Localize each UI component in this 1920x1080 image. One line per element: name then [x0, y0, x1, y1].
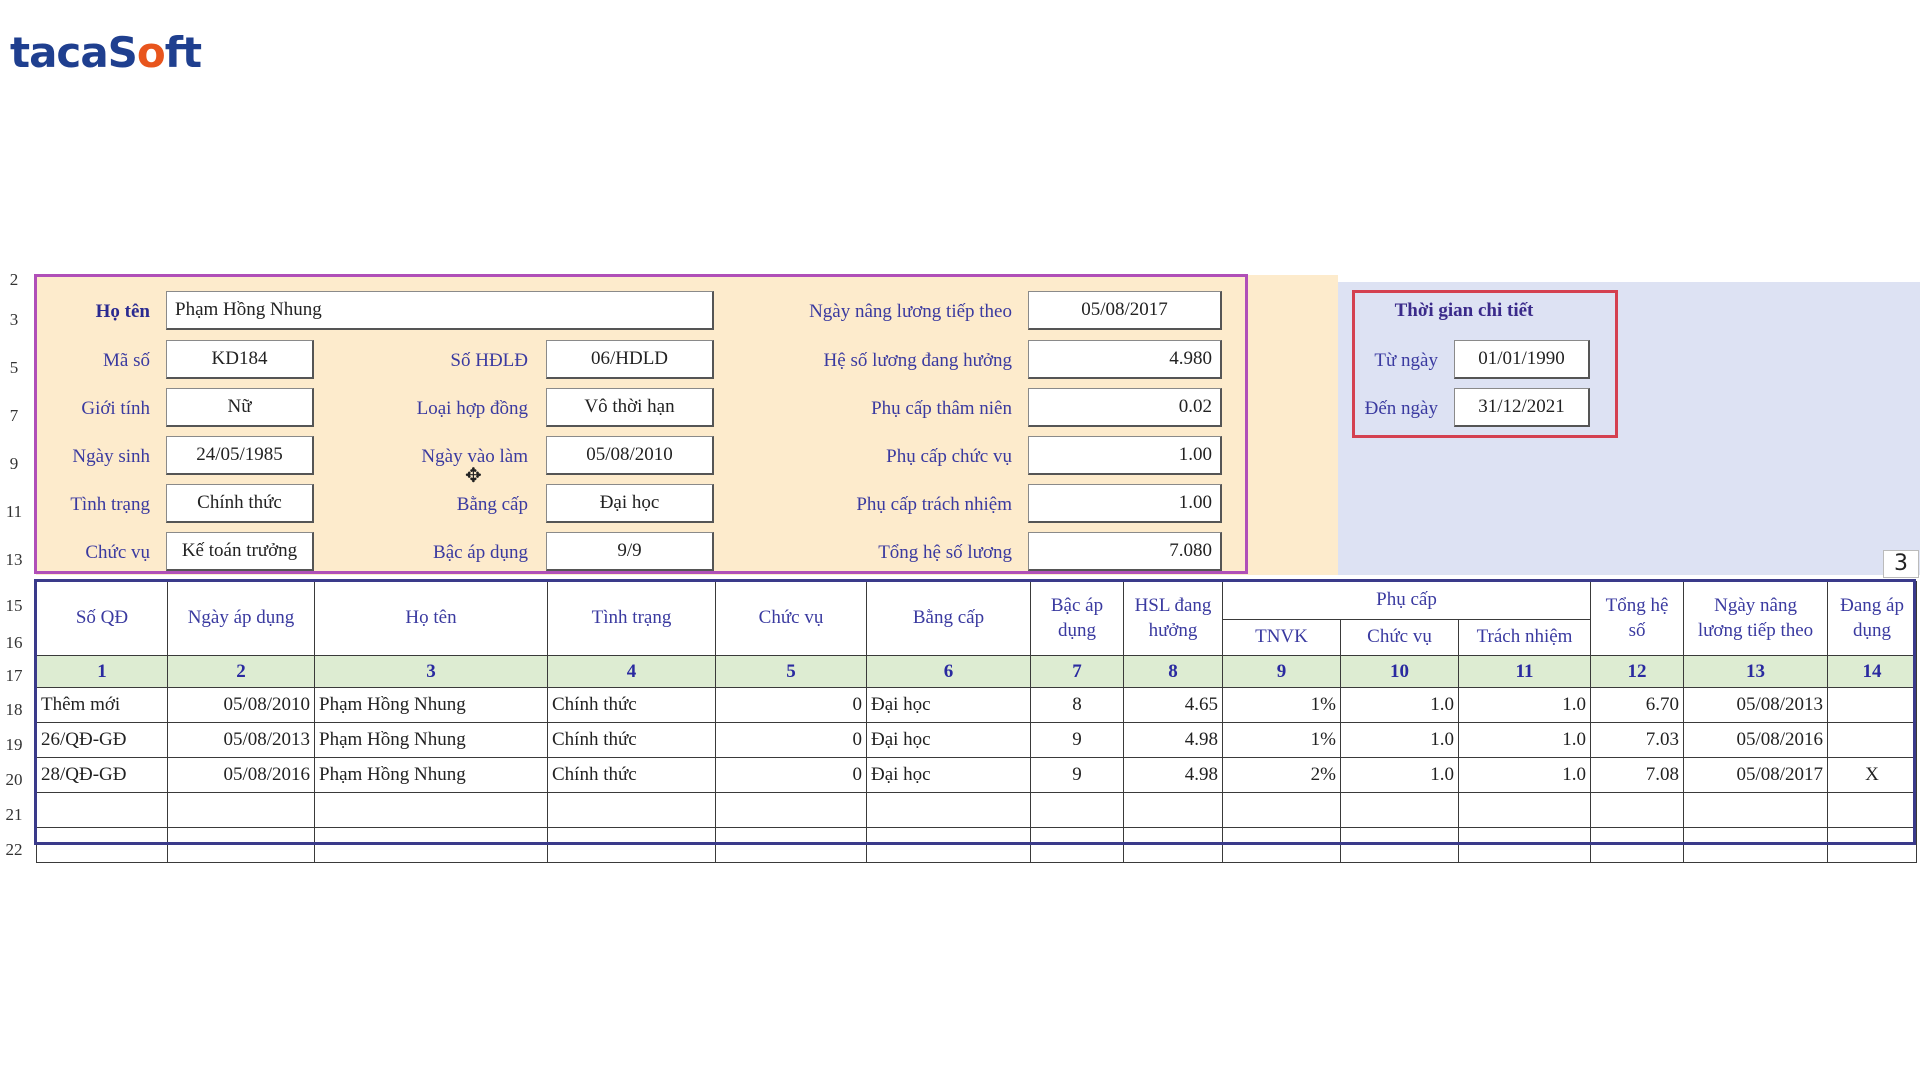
table-cell[interactable]: Phạm Hồng Nhung: [315, 723, 548, 758]
table-cell[interactable]: [1459, 793, 1591, 828]
column-index[interactable]: 14: [1828, 656, 1917, 688]
table-cell[interactable]: 9: [1031, 758, 1124, 793]
table-cell[interactable]: 28/QĐ-GĐ: [37, 758, 168, 793]
so-hdld-label: Số HĐLĐ: [450, 350, 528, 371]
table-cell[interactable]: [1828, 688, 1917, 723]
phu-cap-tham-nien-field[interactable]: 0.02: [1028, 388, 1222, 427]
chuc-vu-field[interactable]: Kế toán trưởng: [166, 532, 314, 571]
table-cell[interactable]: [168, 793, 315, 828]
table-cell[interactable]: [716, 828, 867, 863]
ma-so-label: Mã số: [103, 350, 150, 371]
row-number[interactable]: 9: [9, 454, 19, 473]
table-cell[interactable]: 05/08/2016: [168, 758, 315, 793]
table-cell[interactable]: [1031, 828, 1124, 863]
table-cell[interactable]: 8: [1031, 688, 1124, 723]
table-row: [37, 793, 1917, 828]
header-so-qd: Số QĐ: [37, 582, 168, 656]
table-cell[interactable]: [548, 828, 716, 863]
table-cell[interactable]: 1%: [1223, 723, 1341, 758]
header-chuc-vu: Chức vụ: [716, 582, 867, 656]
he-so-luong-field[interactable]: 4.980: [1028, 340, 1222, 379]
table-cell[interactable]: [867, 793, 1031, 828]
table-cell[interactable]: 1.0: [1459, 723, 1591, 758]
table-cell[interactable]: 4.98: [1124, 758, 1223, 793]
table-cell[interactable]: 0: [716, 758, 867, 793]
column-index[interactable]: 3: [315, 656, 548, 688]
header-bac-ap-dung: Bậc áp dụng: [1031, 582, 1124, 656]
table-cell[interactable]: 05/08/2010: [168, 688, 315, 723]
table-cell[interactable]: 2%: [1223, 758, 1341, 793]
loai-hop-dong-label: Loại hợp đồng: [416, 398, 528, 419]
tinh-trang-label: Tình trạng: [70, 494, 150, 515]
bang-cap-field[interactable]: Đại học: [546, 484, 714, 523]
gioi-tinh-field[interactable]: Nữ: [166, 388, 314, 427]
den-ngay-field[interactable]: 31/12/2021: [1454, 388, 1590, 427]
row-number[interactable]: 13: [5, 550, 23, 569]
salary-history-table: [36, 581, 1917, 863]
row-number[interactable]: 7: [9, 406, 19, 425]
bac-ap-dung-field[interactable]: 9/9: [546, 532, 714, 571]
row-number[interactable]: 2: [9, 270, 19, 289]
header-ngay-ap-dung: Ngày áp dụng: [168, 582, 315, 656]
table-cell[interactable]: [1459, 828, 1591, 863]
table-cell[interactable]: [548, 793, 716, 828]
ngay-vao-lam-field[interactable]: 05/08/2010: [546, 436, 714, 475]
tu-ngay-field[interactable]: 01/01/1990: [1454, 340, 1590, 379]
table-cell[interactable]: 1.0: [1341, 758, 1459, 793]
table-cell[interactable]: [37, 828, 168, 863]
table-cell[interactable]: 4.98: [1124, 723, 1223, 758]
table-cell[interactable]: Chính thức: [548, 758, 716, 793]
row-number[interactable]: 20: [5, 770, 23, 789]
table-cell[interactable]: [1124, 828, 1223, 863]
table-cell[interactable]: [1828, 828, 1917, 863]
row-number[interactable]: 21: [5, 805, 23, 824]
row-number[interactable]: 17: [5, 666, 23, 685]
table-cell[interactable]: Chính thức: [548, 723, 716, 758]
ngay-sinh-field[interactable]: 24/05/1985: [166, 436, 314, 475]
phu-cap-trach-nhiem-field[interactable]: 1.00: [1028, 484, 1222, 523]
row-number[interactable]: 22: [5, 840, 23, 859]
ma-so-field[interactable]: KD184: [166, 340, 314, 379]
table-cell[interactable]: [1341, 793, 1459, 828]
chuc-vu-label: Chức vụ: [85, 542, 150, 563]
table-cell[interactable]: [1223, 793, 1341, 828]
phu-cap-chuc-vu-label: Phụ cấp chức vụ: [886, 446, 1012, 467]
table-cell[interactable]: 1.0: [1341, 723, 1459, 758]
table-cell[interactable]: [315, 828, 548, 863]
table-cell[interactable]: [867, 828, 1031, 863]
bac-ap-dung-label: Bậc áp dụng: [433, 542, 528, 563]
table-cell[interactable]: 1.0: [1459, 758, 1591, 793]
table-cell[interactable]: 05/08/2013: [1684, 688, 1828, 723]
row-number[interactable]: 19: [5, 735, 23, 754]
he-so-luong-label: Hệ số lương đang hưởng: [823, 350, 1012, 371]
column-index[interactable]: 11: [1459, 656, 1591, 688]
column-index[interactable]: 8: [1124, 656, 1223, 688]
header-ho-ten: Họ tên: [315, 582, 548, 656]
table-row: [37, 688, 1917, 723]
row-number[interactable]: 15: [5, 596, 23, 615]
table-cell[interactable]: 1.0: [1459, 688, 1591, 723]
row-number[interactable]: 5: [9, 358, 19, 377]
tacasoft-logo: tacaSoft: [10, 28, 202, 77]
table-row: [37, 723, 1917, 758]
table-cell[interactable]: 7.08: [1591, 758, 1684, 793]
table-cell[interactable]: 26/QĐ-GĐ: [37, 723, 168, 758]
table-cell[interactable]: 4.65: [1124, 688, 1223, 723]
header-tinh-trang: Tình trạng: [548, 582, 716, 656]
table-cell[interactable]: [1591, 828, 1684, 863]
phu-cap-chuc-vu-field[interactable]: 1.00: [1028, 436, 1222, 475]
ngay-nang-luong-field[interactable]: 05/08/2017: [1028, 291, 1222, 330]
tong-he-so-label: Tổng hệ số lương: [878, 542, 1012, 563]
table-cell[interactable]: [315, 793, 548, 828]
ngay-nang-luong-label: Ngày nâng lương tiếp theo: [809, 301, 1012, 322]
ho-ten-field[interactable]: Phạm Hồng Nhung: [166, 291, 714, 330]
ho-ten-label: Họ tên: [95, 301, 150, 322]
table-row: [37, 758, 1917, 793]
table-cell[interactable]: [1828, 793, 1917, 828]
table-cell[interactable]: Đại học: [867, 723, 1031, 758]
header-dang-ap-dung: Đang áp dụng: [1828, 582, 1917, 656]
table-cell[interactable]: [1684, 828, 1828, 863]
table-cell[interactable]: [37, 793, 168, 828]
table-cell[interactable]: [716, 793, 867, 828]
column-index[interactable]: 4: [548, 656, 716, 688]
header-tong-he-so: Tổng hệ số: [1591, 582, 1684, 656]
row-number[interactable]: 3: [9, 310, 19, 329]
row-number[interactable]: 18: [5, 700, 23, 719]
table-cell[interactable]: 05/08/2013: [168, 723, 315, 758]
table-cell[interactable]: 0: [716, 723, 867, 758]
table-cell[interactable]: Đại học: [867, 688, 1031, 723]
table-cell[interactable]: Phạm Hồng Nhung: [315, 688, 548, 723]
phu-cap-trach-nhiem-label: Phụ cấp trách nhiệm: [856, 494, 1012, 515]
phu-cap-tham-nien-label: Phụ cấp thâm niên: [871, 398, 1012, 419]
header-trach-nhiem: Trách nhiệm: [1459, 620, 1591, 656]
row-number[interactable]: 16: [5, 633, 23, 652]
header-bang-cap: Bằng cấp: [867, 582, 1031, 656]
table-cell[interactable]: [1341, 828, 1459, 863]
table-row: [37, 828, 1917, 863]
table-cell[interactable]: 05/08/2017: [1684, 758, 1828, 793]
header-phu-cap: Phụ cấp: [1223, 582, 1591, 620]
tu-ngay-label: Từ ngày: [1374, 350, 1438, 371]
table-cell[interactable]: [1828, 723, 1917, 758]
column-index[interactable]: 12: [1591, 656, 1684, 688]
table-cell[interactable]: 0: [716, 688, 867, 723]
detail-time-title: Thời gian chi tiết: [1394, 300, 1534, 321]
table-cell[interactable]: [1223, 828, 1341, 863]
table-cell[interactable]: 05/08/2016: [1684, 723, 1828, 758]
table-cell[interactable]: [1031, 793, 1124, 828]
tinh-trang-field[interactable]: Chính thức: [166, 484, 314, 523]
loai-hop-dong-field[interactable]: Vô thời hạn: [546, 388, 714, 427]
column-index[interactable]: 1: [37, 656, 168, 688]
table-cell[interactable]: [1684, 793, 1828, 828]
table-cell[interactable]: 1.0: [1341, 688, 1459, 723]
header-pc-chuc-vu: Chức vụ: [1341, 620, 1459, 656]
column-index[interactable]: 7: [1031, 656, 1124, 688]
column-index-row: [37, 656, 1917, 688]
table-cell[interactable]: 9: [1031, 723, 1124, 758]
table-cell[interactable]: 1%: [1223, 688, 1341, 723]
row-number-gutter: [0, 270, 30, 870]
column-index[interactable]: 13: [1684, 656, 1828, 688]
tong-he-so-field[interactable]: 7.080: [1028, 532, 1222, 571]
table-cell[interactable]: Chính thức: [548, 688, 716, 723]
header-tnvk: TNVK: [1223, 620, 1341, 656]
column-index[interactable]: 5: [716, 656, 867, 688]
table-cell[interactable]: 6.70: [1591, 688, 1684, 723]
header-hsl-dang-huong: HSL đang hưởng: [1124, 582, 1223, 656]
table-cell[interactable]: [1591, 793, 1684, 828]
table-cell[interactable]: [1124, 793, 1223, 828]
row-number[interactable]: 11: [5, 502, 23, 521]
so-hdld-field[interactable]: 06/HDLD: [546, 340, 714, 379]
ngay-vao-lam-label: Ngày vào làm: [421, 446, 528, 467]
gioi-tinh-label: Giới tính: [81, 398, 150, 419]
mouse-cursor-icon: ✥: [465, 465, 482, 487]
table-cell[interactable]: 7.03: [1591, 723, 1684, 758]
header-ngay-nang-luong: Ngày nâng lương tiếp theo: [1684, 582, 1828, 656]
den-ngay-label: Đến ngày: [1364, 398, 1438, 419]
column-index[interactable]: 6: [867, 656, 1031, 688]
table-cell[interactable]: X: [1828, 758, 1917, 793]
ngay-sinh-label: Ngày sinh: [72, 446, 150, 467]
column-index[interactable]: 10: [1341, 656, 1459, 688]
bang-cap-label: Bằng cấp: [456, 494, 528, 515]
column-index[interactable]: 2: [168, 656, 315, 688]
table-cell[interactable]: Thêm mới: [37, 688, 168, 723]
table-cell[interactable]: Phạm Hồng Nhung: [315, 758, 548, 793]
selected-cell-value[interactable]: 3: [1883, 550, 1919, 578]
column-index[interactable]: 9: [1223, 656, 1341, 688]
table-cell[interactable]: [168, 828, 315, 863]
table-cell[interactable]: Đại học: [867, 758, 1031, 793]
